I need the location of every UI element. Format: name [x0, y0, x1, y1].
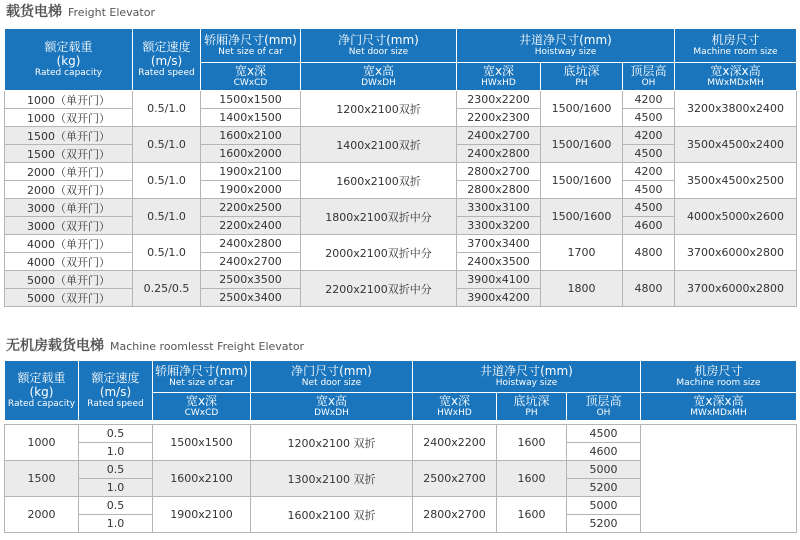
cell-car: 1900x2100 [153, 497, 251, 533]
cell-oh: 4600 [623, 217, 675, 235]
cell-car: 1900x2100 [201, 163, 301, 181]
cell-door: 1800x2100双折中分 [301, 199, 457, 235]
cell-load: 1500（双开门） [5, 145, 133, 163]
cell-machine-room: 3700x6000x2800 [675, 235, 797, 271]
cell-hw: 2800x2800 [457, 181, 541, 199]
cell-machine-room: 3700x6000x2800 [675, 271, 797, 307]
table-row [5, 235, 797, 253]
subheader-cwxcd: 宽x深 CWxCD [153, 393, 251, 421]
subheader-ph: 底坑深 PH [497, 393, 567, 421]
subheader-mwxmdxmh: 宽x深x高 MWxMDxMH [641, 393, 797, 421]
cell-car: 1900x2000 [201, 181, 301, 199]
cell-load: 3000（单开门） [5, 199, 133, 217]
cell-load: 1500 [5, 461, 79, 497]
cell-door: 1200x2100 双折 [251, 425, 413, 461]
subheader-ph: 底坑深 PH [541, 63, 623, 91]
cell-door: 1300x2100 双折 [251, 461, 413, 497]
cell-load: 4000（单开门） [5, 235, 133, 253]
cell-oh: 4500 [623, 181, 675, 199]
header-rated-speed: 额定速度 (m/s) Rated speed [133, 29, 201, 91]
cell-car: 2500x3500 [201, 271, 301, 289]
table-row [5, 163, 797, 181]
cell-oh: 4200 [623, 127, 675, 145]
cell-hw: 2800x2700 [457, 163, 541, 181]
subheader-dwxdh: 宽x高 DWxDH [301, 63, 457, 91]
cell-speed: 1.0 [79, 479, 153, 497]
cell-oh: 5000 [567, 461, 641, 479]
cell-hw: 3300x3100 [457, 199, 541, 217]
table-row [5, 199, 797, 217]
cell-hw: 2400x2700 [457, 127, 541, 145]
cell-machine-room: 4000x5000x2600 [675, 199, 797, 235]
cell-pit: 1500/1600 [541, 91, 623, 127]
cell-load: 3000（双开门） [5, 217, 133, 235]
cell-pit: 1600 [497, 461, 567, 497]
title-cn: 无机房载货电梯 [6, 338, 104, 354]
cell-hw: 3900x4200 [457, 289, 541, 307]
cell-car: 2400x2700 [201, 253, 301, 271]
cell-hw: 2200x2300 [457, 109, 541, 127]
cell-speed: 1.0 [79, 515, 153, 533]
cell-car: 2400x2800 [201, 235, 301, 253]
title-en: Freight Elevator [68, 6, 155, 19]
cell-oh: 4200 [623, 163, 675, 181]
cell-load: 5000（双开门） [5, 289, 133, 307]
mrl-freight-elevator-title [6, 336, 304, 356]
cell-pit: 1700 [541, 235, 623, 271]
cell-speed: 0.25/0.5 [133, 271, 201, 307]
cell-load: 2000（双开门） [5, 181, 133, 199]
header-rated-capacity: 额定载重 (kg) Rated capacity [5, 361, 79, 421]
subheader-hwxhd: 宽x深 HWxHD [457, 63, 541, 91]
cell-speed: 1.0 [79, 443, 153, 461]
cell-oh: 4500 [623, 145, 675, 163]
title-en: Machine roomlesst Freight Elevator [110, 340, 305, 353]
cell-oh: 4500 [567, 425, 641, 443]
cell-hw: 2400x2800 [457, 145, 541, 163]
cell-load: 1000（单开门） [5, 91, 133, 109]
cell-car: 1600x2000 [201, 145, 301, 163]
cell-load: 1000 [5, 425, 79, 461]
cell-car: 2500x3400 [201, 289, 301, 307]
cell-load: 1000（双开门） [5, 109, 133, 127]
header-hoistway-size: 井道净尺寸(mm) Hoistway size [457, 29, 675, 63]
cell-speed: 0.5/1.0 [133, 235, 201, 271]
table-row [5, 91, 797, 109]
cell-car: 1500x1500 [201, 91, 301, 109]
header-door-size: 净门尺寸(mm) Net door size [251, 361, 413, 393]
subheader-cwxcd: 宽x深 CWxCD [201, 63, 301, 91]
cell-door: 2200x2100双折中分 [301, 271, 457, 307]
cell-speed: 0.5/1.0 [133, 199, 201, 235]
cell-oh: 4500 [623, 199, 675, 217]
cell-door: 1600x2100双折 [301, 163, 457, 199]
cell-pit: 1500/1600 [541, 163, 623, 199]
cell-door: 2000x2100双折中分 [301, 235, 457, 271]
cell-speed: 0.5/1.0 [133, 163, 201, 199]
cell-door: 1400x2100双折 [301, 127, 457, 163]
cell-oh: 5200 [567, 515, 641, 533]
cell-door: 1600x2100 双折 [251, 497, 413, 533]
cell-load: 2000 [5, 497, 79, 533]
cell-machine-room: 3200x3800x2400 [675, 91, 797, 127]
header-hoistway-size: 井道净尺寸(mm) Hoistway size [413, 361, 641, 393]
cell-oh: 4200 [623, 91, 675, 109]
cell-oh: 5000 [567, 497, 641, 515]
cell-load: 4000（双开门） [5, 253, 133, 271]
title-cn: 载货电梯 [6, 4, 62, 20]
cell-hw: 2400x2200 [413, 425, 497, 461]
subheader-oh: 顶层高 OH [623, 63, 675, 91]
cell-car: 1600x2100 [153, 461, 251, 497]
table-row [5, 425, 797, 443]
cell-pit: 1800 [541, 271, 623, 307]
header-door-size: 净门尺寸(mm) Net door size [301, 29, 457, 63]
cell-load: 5000（单开门） [5, 271, 133, 289]
subheader-oh: 顶层高 OH [567, 393, 641, 421]
freight-elevator-title [6, 2, 155, 22]
header-car-size: 轿厢净尺寸(mm) Net size of car [153, 361, 251, 393]
header-car-size: 轿厢净尺寸(mm) Net size of car [201, 29, 301, 63]
table-row [5, 271, 797, 289]
cell-hw: 3900x4100 [457, 271, 541, 289]
cell-speed: 0.5 [79, 461, 153, 479]
cell-pit: 1500/1600 [541, 199, 623, 235]
cell-speed: 0.5/1.0 [133, 127, 201, 163]
cell-hw: 2300x2200 [457, 91, 541, 109]
freight-elevator-table [4, 28, 797, 307]
cell-oh: 4800 [623, 271, 675, 307]
cell-car: 2200x2500 [201, 199, 301, 217]
subheader-hwxhd: 宽x深 HWxHD [413, 393, 497, 421]
cell-oh: 4600 [567, 443, 641, 461]
cell-car: 1400x1500 [201, 109, 301, 127]
cell-pit: 1600 [497, 425, 567, 461]
header-machine-room: 机房尺寸 Machine room size [641, 361, 797, 393]
cell-speed: 0.5 [79, 497, 153, 515]
cell-hw: 2800x2700 [413, 497, 497, 533]
cell-door: 1200x2100双折 [301, 91, 457, 127]
cell-pit: 1500/1600 [541, 127, 623, 163]
cell-car: 1600x2100 [201, 127, 301, 145]
cell-oh: 5200 [567, 479, 641, 497]
cell-oh: 4500 [623, 109, 675, 127]
cell-hw: 3300x3200 [457, 217, 541, 235]
header-rated-capacity: 额定载重 (kg) Rated capacity [5, 29, 133, 91]
subheader-dwxdh: 宽x高 DWxDH [251, 393, 413, 421]
cell-car: 2200x2400 [201, 217, 301, 235]
cell-pit: 1600 [497, 497, 567, 533]
mrl-freight-elevator-table [4, 360, 797, 533]
cell-machine-room: 3500x4500x2400 [675, 127, 797, 163]
cell-load: 1500（单开门） [5, 127, 133, 145]
table-row [5, 127, 797, 145]
cell-hw: 2400x3500 [457, 253, 541, 271]
cell-speed: 0.5/1.0 [133, 91, 201, 127]
header-rated-speed: 额定速度 (m/s) Rated speed [79, 361, 153, 421]
subheader-mwxmdxmh: 宽x深x高 MWxMDxMH [675, 63, 797, 91]
cell-speed: 0.5 [79, 425, 153, 443]
cell-machine-room: 3500x4500x2500 [675, 163, 797, 199]
cell-hw: 3700x3400 [457, 235, 541, 253]
cell-car: 1500x1500 [153, 425, 251, 461]
header-machine-room: 机房尺寸 Machine room size [675, 29, 797, 63]
cell-oh: 4800 [623, 235, 675, 271]
cell-load: 2000（单开门） [5, 163, 133, 181]
cell-machine-room-empty [641, 425, 797, 533]
cell-hw: 2500x2700 [413, 461, 497, 497]
